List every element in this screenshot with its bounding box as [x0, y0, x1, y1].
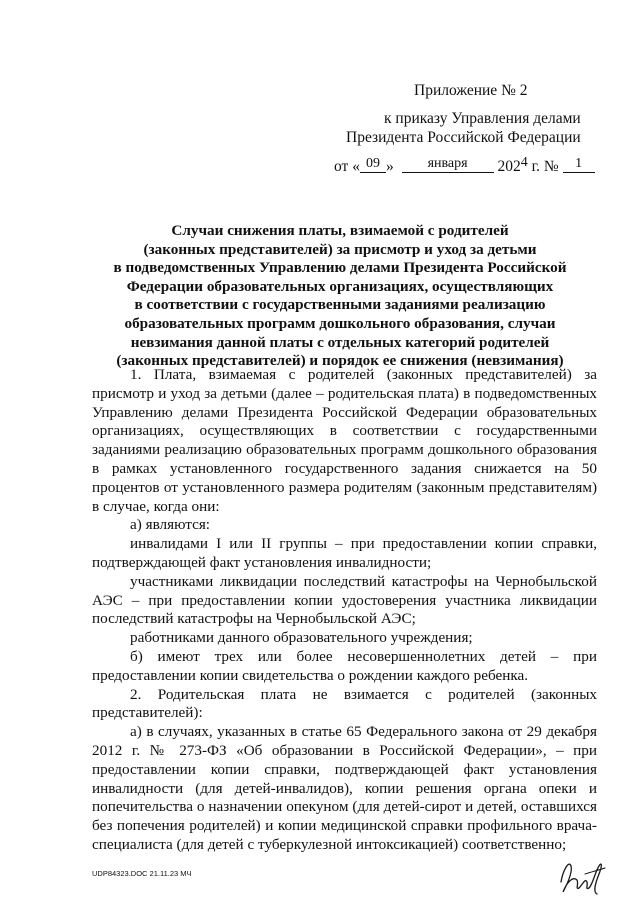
file-reference: UDP84323.DOC 21.11.23 МЧ	[92, 869, 192, 878]
date-year-prefix: 202	[497, 158, 521, 175]
signature-icon	[555, 852, 607, 896]
order-number: 1	[563, 155, 595, 173]
paragraph-2a: а) в случаях, указанных в статье 65 Федерального закона от 29 декабря 2012 г. № 273-ФЗ «Об образовании в Российской Федерации», – при предоставлении копии справки, подтверждающей факт установления инвалидности (для детей-инвалидов), копии решения органа опеки и попечительства о назначении опекуном (для детей-сирот и детей, оставшихся без попечения родителей) и копии медицинской справки профильного врача-специалиста (для детей с туберкулезной интоксикацией) соответственно;	[92, 723, 597, 853]
title-line: в подведомственных Управлению делами Президента Российской	[113, 259, 567, 277]
title-line: (законных представителей) за присмотр и уход за детьми	[143, 240, 537, 258]
date-prefix: от «	[334, 158, 360, 175]
date-year-suffix: 4	[520, 155, 528, 170]
paragraph-1b: б) имеют трех или более несовершеннолетних детей – при предоставлении копии свидетельства о рождении каждого ребенка.	[92, 647, 597, 684]
order-date-line	[334, 155, 595, 177]
date-quote-close: »	[385, 158, 394, 175]
paragraph-1a: а) являются:	[130, 516, 211, 534]
date-day: 09	[360, 155, 386, 173]
paragraph-1: 1. Плата, взимаемая с родителей (законных представителей) за присмотр и уход за детьми (далее – родительская плата) в подведомственных Управлению делами Президента Российской Федерации образовательных организациях, осуществляющих в соответствии с государственными заданиями реализацию образовательных программ дошкольного образования в рамках установленного государственного задания снижается на 50 процентов от установленного размера родителям (законным представителям) в случае, когда они:	[92, 366, 597, 515]
date-number-label: г. №	[531, 158, 559, 175]
title-line: (законных представителей) и порядок ее снижения (невзимания)	[116, 352, 564, 370]
title-line: Федерации образовательных организациях, осуществляющих	[126, 277, 554, 295]
title-line: в соответствии с государственными заданиями реализацию	[134, 296, 546, 314]
title-line: Случаи снижения платы, взимаемой с родителей	[171, 222, 509, 239]
title-line: образовательных программ дошкольного образования, случаи	[124, 314, 556, 332]
document-body	[92, 366, 597, 855]
order-reference-line-2: Президента Российской Федерации	[346, 129, 581, 146]
paragraph-chernobyl: участниками ликвидации последствий катастрофы на Чернобыльской АЭС – при предоставлении копии удостоверения участника ликвидации последствий катастрофы на Чернобыльской АЭС;	[92, 572, 597, 628]
date-month: января	[402, 155, 494, 173]
document-title	[100, 222, 580, 371]
annex-number: Приложение № 2	[414, 82, 528, 99]
paragraph-2: 2. Родительская плата не взимается с родителей (законных представителей):	[92, 685, 597, 722]
paragraph-employees: работниками данного образовательного учреждения;	[130, 629, 473, 647]
title-line: невзимания данной платы с отдельных категорий родителей	[130, 333, 550, 351]
order-reference-line-1: к приказу Управления делами	[384, 110, 581, 127]
paragraph-disabled: инвалидами I или II группы – при предоставлении копии справки, подтверждающей факт установления инвалидности;	[92, 535, 597, 571]
